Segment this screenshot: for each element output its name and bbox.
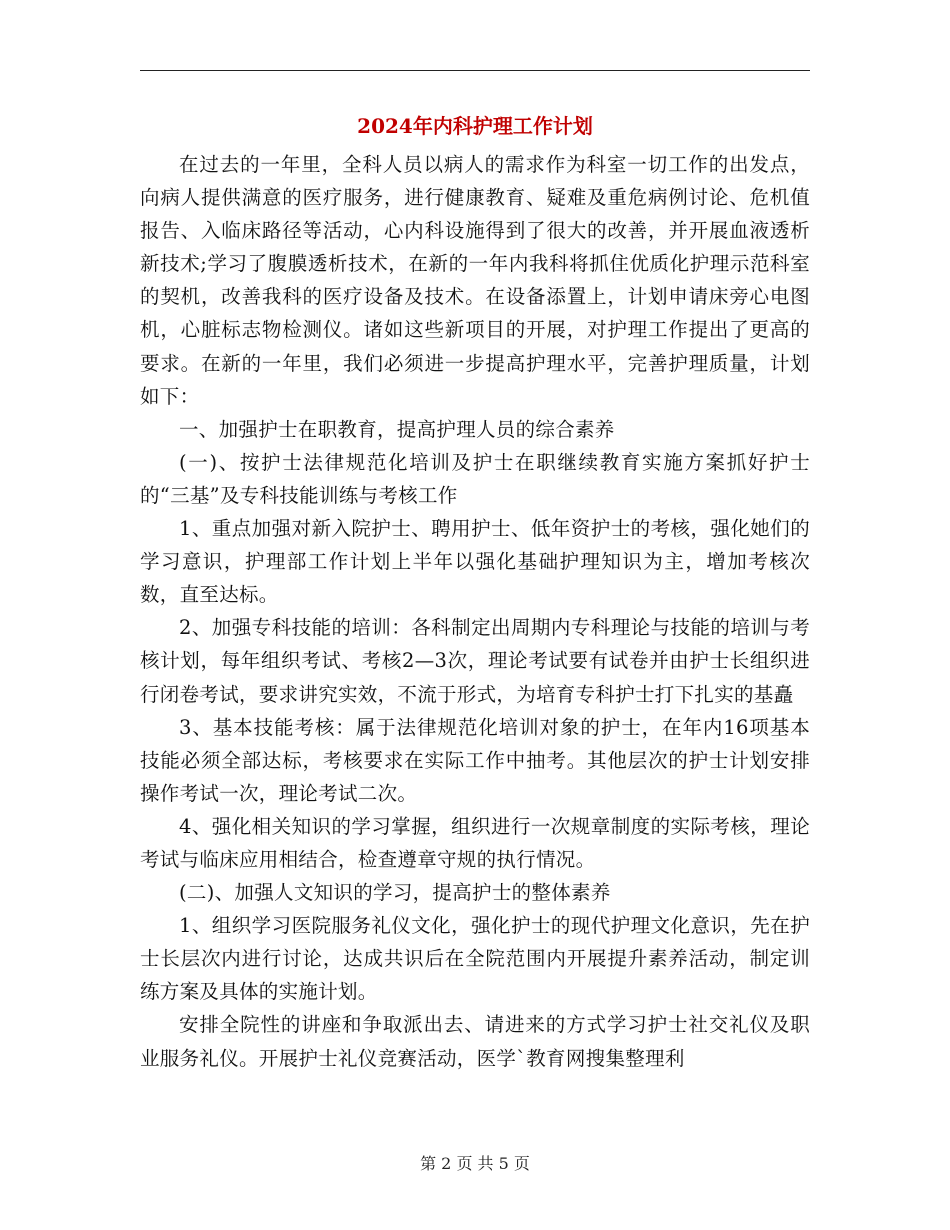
document-title: 2024年内科护理工作计划 <box>357 114 593 138</box>
header-rule <box>140 70 810 71</box>
paragraph-item-2: 2、加强专科技能的培训：各科制定出周期内专科理论与技能的培训与考核计划，每年组织考试、考核2—3次，理论考试要有试卷并由护士长组织进行闭卷考试，要求讲究实效，不流于形式，为培育专科护士打下扎实的基矗 <box>140 616 810 706</box>
paragraph-item-5: 1、组织学习医院服务礼仪文化，强化护士的现代护理文化意识，先在护士长层次内进行讨论，达成共识后在全院范围内开展提升素养活动，制定训练方案及具体的实施计划。 <box>140 914 810 1004</box>
section-heading-1: 一、加强护士在职教育，提高护理人员的综合素养 <box>179 417 615 441</box>
paragraph-intro: 在过去的一年里，全科人员以病人的需求作为科室一切工作的出发点，向病人提供满意的医疗服务，进行健康教育、疑难及重危病例讨论、危机值报告、入临床路径等活动，心内科设施得到了很大的改善，并开展血液透析新技术;学习了腹膜透析技术，在新的一年内我科将抓住优质化护理示范科室的契机，改善我科的医疗设备及技术。在设备添置上，计划申请床旁心电图机，心脏标志物检测仪。诸如这些新项目的开展，对护理工作提出了更高的要求。在新的一年里，我们必须进一步提高护理水平，完善护理质量，计划如下： <box>140 153 810 408</box>
paragraph-item-4: 4、强化相关知识的学习掌握，组织进行一次规章制度的实际考核，理论考试与临床应用相结合，检查遵章守规的执行情况。 <box>140 814 810 871</box>
paragraph-item-3: 3、基本技能考核：属于法律规范化培训对象的护士，在年内16项基本技能必须全部达标，考核要求在实际工作中抽考。其他层次的护士计划安排操作考试一次，理论考试二次。 <box>140 715 810 805</box>
page-number-footer: 第 2 页 共 5 页 <box>420 1154 530 1173</box>
subsection-heading-1: (一)、按护士法律规范化培训及护士在职继续教育实施方案抓好护士的“三基”及专科技能训练与考核工作 <box>140 450 810 507</box>
paragraph-item-6: 安排全院性的讲座和争取派出去、请进来的方式学习护士社交礼仪及职业服务礼仪。开展护士礼仪竞赛活动，医学`教育网搜集整理利 <box>140 1013 810 1070</box>
subsection-heading-2: (二)、加强人文知识的学习，提高护士的整体素养 <box>179 881 611 905</box>
paragraph-item-1: 1、重点加强对新入院护士、聘用护士、低年资护士的考核，强化她们的学习意识，护理部工作计划上半年以强化基础护理知识为主，增加考核次数，直至达标。 <box>140 517 810 607</box>
document-body <box>140 148 810 1075</box>
